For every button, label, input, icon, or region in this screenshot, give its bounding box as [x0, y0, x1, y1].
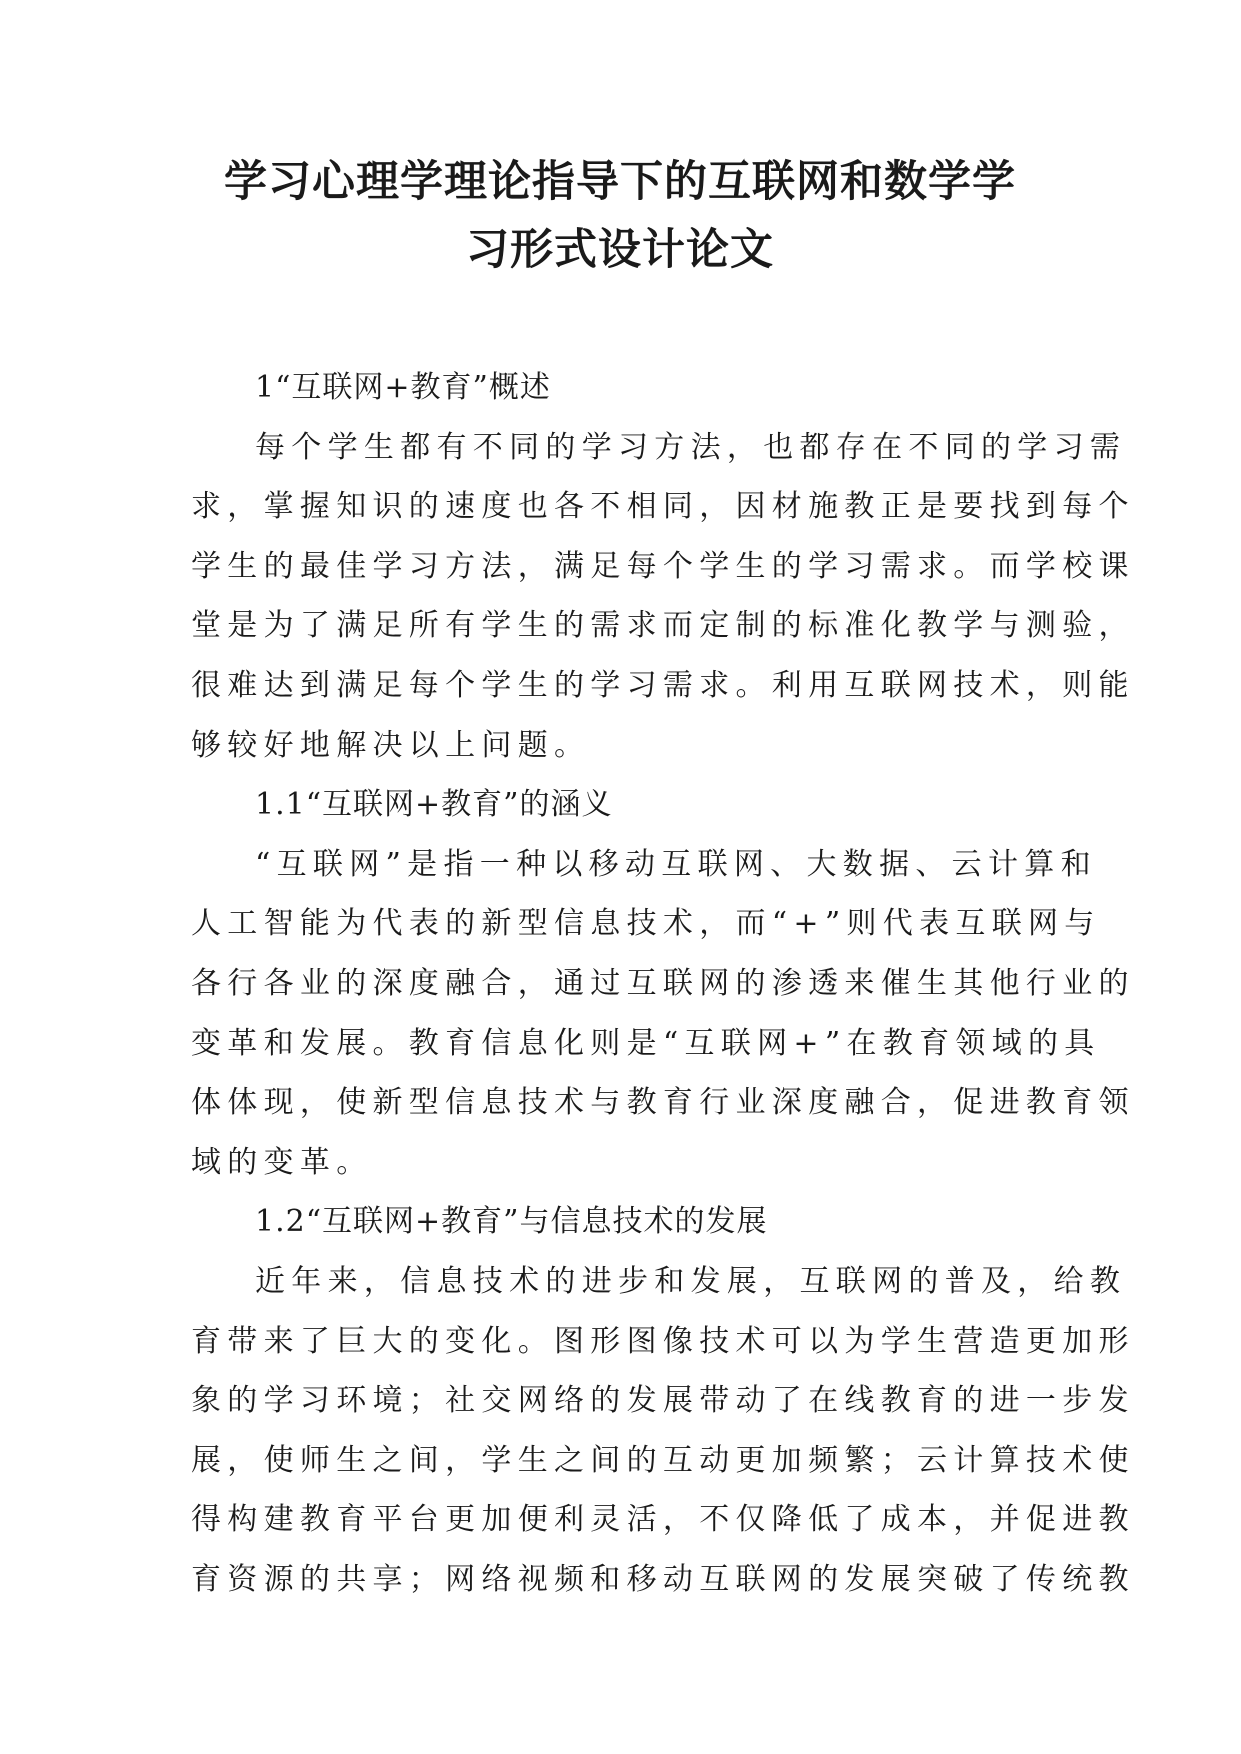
document-body: [191, 358, 1135, 1609]
paragraph-line: 变革和发展。教育信息化则是“互联网+”在教育领域的具: [191, 1025, 1101, 1061]
section-heading: 1.1“互联网+教育”的涵义: [255, 787, 613, 823]
paragraph-line: 每个学生都有不同的学习方法，也都存在不同的学习需: [255, 429, 1127, 465]
paragraph-line: 人工智能为代表的新型信息技术，而“+”则代表互联网与: [191, 906, 1101, 942]
document-title: [150, 148, 1090, 284]
paragraph-line: 育带来了巨大的变化。图形图像技术可以为学生营造更加形: [191, 1323, 1135, 1359]
paragraph-line: 近年来，信息技术的进步和发展，互联网的普及，给教: [255, 1263, 1127, 1299]
paragraph-line: 象的学习环境；社交网络的发展带动了在线教育的进一步发: [191, 1383, 1135, 1419]
paragraph-line: 求，掌握知识的速度也各不相同，因材施教正是要找到每个: [191, 489, 1135, 525]
paragraph-line: 很难达到满足每个学生的学习需求。利用互联网技术，则能: [191, 667, 1135, 703]
paragraph-line: 堂是为了满足所有学生的需求而定制的标准化教学与测验，: [191, 608, 1135, 644]
title-line-2: 习形式设计论文: [466, 225, 774, 275]
section-heading: 1“互联网+教育”概述: [255, 370, 551, 405]
paragraph-line: 域的变革。: [191, 1144, 373, 1180]
section-heading: 1.2“互联网+教育”与信息技术的发展: [255, 1204, 768, 1240]
paragraph-line: 得构建教育平台更加便利灵活，不仅降低了成本，并促进教: [191, 1502, 1135, 1538]
paragraph-line: 够较好地解决以上问题。: [191, 727, 591, 763]
paragraph-line: 各行各业的深度融合，通过互联网的渗透来催生其他行业的: [191, 965, 1135, 1001]
paragraph-line: 展，使师生之间，学生之间的互动更加频繁；云计算技术使: [191, 1442, 1135, 1478]
paragraph-line: 体体现，使新型信息技术与教育行业深度融合，促进教育领: [191, 1085, 1135, 1121]
paragraph-line: 学生的最佳学习方法，满足每个学生的学习需求。而学校课: [191, 548, 1135, 584]
paragraph-line: “互联网”是指一种以移动互联网、大数据、云计算和: [255, 846, 1097, 882]
paragraph-line: 育资源的共享；网络视频和移动互联网的发展突破了传统教: [191, 1561, 1135, 1597]
title-line-1: 学习心理学理论指导下的互联网和数学学: [224, 157, 1016, 207]
